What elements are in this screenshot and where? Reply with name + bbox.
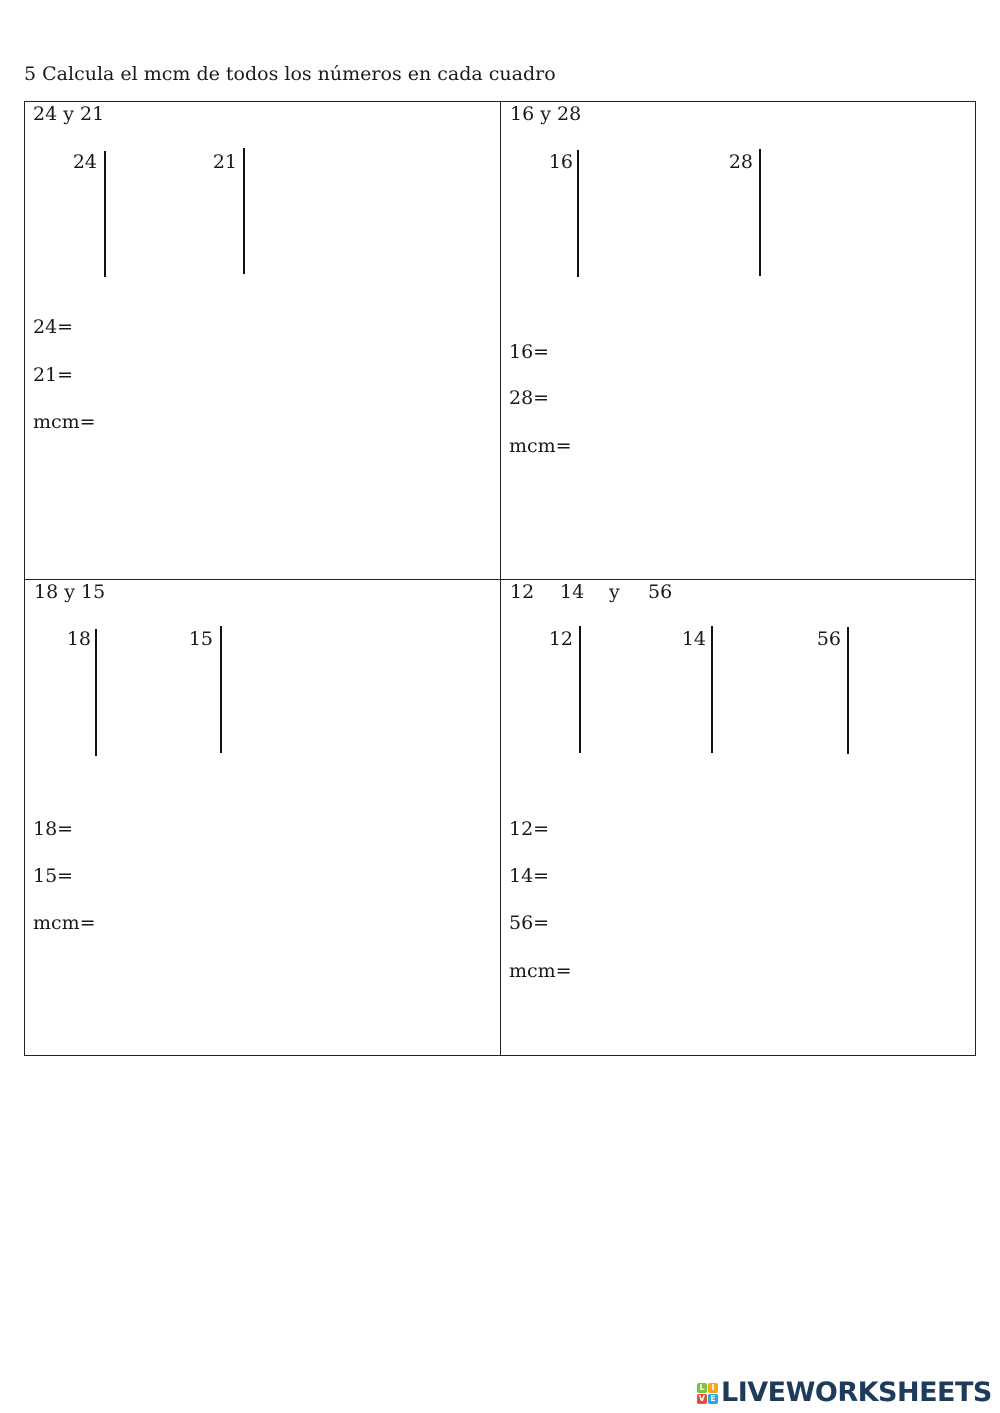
brand-mark-l: L [697, 1383, 707, 1393]
cell-heading: 16 y 28 [510, 103, 582, 125]
division-bar[interactable] [711, 626, 713, 753]
answer-line-15[interactable]: 15= [33, 865, 74, 887]
brand-mark-v: V [698, 1393, 706, 1403]
answer-line-mcm[interactable]: mcm= [33, 411, 96, 433]
division-bar[interactable] [847, 627, 849, 754]
division-number-24: 24 [72, 151, 97, 173]
brand-mark-i: I [708, 1383, 718, 1393]
cell-heading-14: 14 [560, 581, 585, 603]
division-bar[interactable] [104, 151, 106, 277]
exercise-grid [24, 101, 976, 1056]
division-number-15: 15 [188, 628, 213, 650]
answer-line-14[interactable]: 14= [509, 865, 550, 887]
cell-heading: 24 y 21 [33, 103, 105, 125]
brand-mark-e: E [708, 1394, 718, 1404]
brand-wordmark: LIVEWORKSHEETS [721, 1377, 992, 1408]
division-number-28: 28 [728, 151, 753, 173]
cell-heading: 18 y 15 [34, 581, 106, 603]
cell-12-14-56 [501, 580, 976, 1057]
exercise-title: 5 Calcula el mcm de todos los números en cada cuadro [24, 63, 556, 85]
answer-line-28[interactable]: 28= [509, 387, 550, 409]
cell-heading-56: 56 [648, 581, 673, 603]
division-number-21: 21 [212, 151, 237, 173]
division-number-18: 18 [66, 628, 91, 650]
division-bar[interactable] [95, 629, 97, 756]
division-number-12: 12 [548, 628, 573, 650]
cell-16-28 [501, 102, 976, 579]
division-bar[interactable] [220, 626, 222, 753]
answer-line-21[interactable]: 21= [33, 364, 74, 386]
answer-line-mcm[interactable]: mcm= [509, 435, 572, 457]
answer-line-mcm[interactable]: mcm= [33, 912, 96, 934]
liveworksheets-mark-icon [697, 1383, 718, 1404]
answer-line-18[interactable]: 18= [33, 818, 74, 840]
division-number-56: 56 [816, 628, 841, 650]
division-bar[interactable] [243, 148, 245, 274]
liveworksheets-logo [697, 1378, 992, 1408]
cell-heading-12: 12 [510, 581, 535, 603]
answer-line-24[interactable]: 24= [33, 316, 74, 338]
cell-heading-y: y [609, 581, 620, 603]
answer-line-16[interactable]: 16= [509, 341, 550, 363]
division-bar[interactable] [759, 149, 761, 276]
division-number-16: 16 [548, 151, 573, 173]
division-number-14: 14 [681, 628, 706, 650]
division-bar[interactable] [579, 626, 581, 753]
cell-24-21 [25, 102, 500, 579]
answer-line-mcm[interactable]: mcm= [509, 960, 572, 982]
answer-line-12[interactable]: 12= [509, 818, 550, 840]
cell-18-15 [25, 580, 500, 1057]
answer-line-56[interactable]: 56= [509, 912, 550, 934]
division-bar[interactable] [577, 150, 579, 277]
